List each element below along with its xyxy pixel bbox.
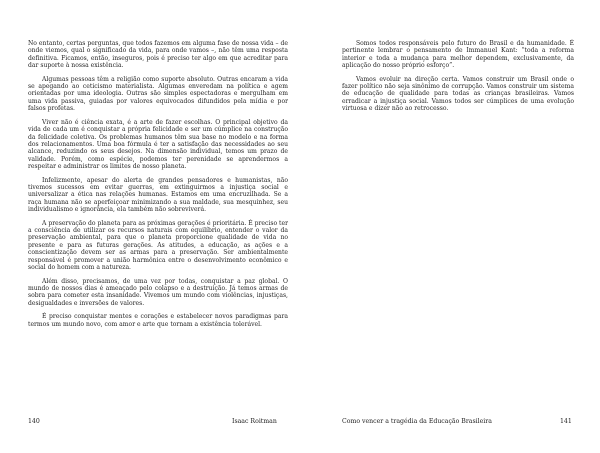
paragraph: Algumas pessoas têm a religião como suporte absoluto. Outras encaram a vida se apegando ao ceticismo materialista. Algumas enveredam na política e agem orientadas por uma ideologia. Outras são simples espectadoras e mergulham em uma vida passiva, guiadas por valores equivocados difundidos pela mídia e por falsos profetas. xyxy=(28,75,288,113)
paragraph: Viver não é ciência exata, é a arte de fazer escolhas. O principal objetivo da vida de cada um é conquistar a própria felicidade e ser um cúmplice na construção da felicidade coletiva. Os problemas humanos têm sua base no modelo e na forma dos relacionamentos. Uma boa fórmula é ter a satisfação das necessidades ao seu alcance, reduzindo os seus desejos. Na dimensão individual, temos um prazo de validade. Porém, como espécie, podemos ter perenidade se aprendermos a respeitar e administrar os limites de nosso planeta. xyxy=(28,118,288,170)
right-page xyxy=(300,0,600,453)
right-page-number: 141 xyxy=(560,418,572,425)
paragraph: A preservação do planeta para as próximas gerações é prioritária. É preciso ter a consciência de utilizar os recursos naturais com equilíbrio, entender o valor da preservação ambiental, para que o planeta proporcione qualidade de vida no presente e para as futuras gerações. As atitudes, a educação, as ações e a conscientização devem ser as armas para a preservação. Ser ambientalmente responsável é promover a união harmônica entre o desenvolvimento econômico e social do homem com a natureza. xyxy=(28,219,288,271)
left-page-number: 140 xyxy=(28,418,40,425)
paragraph: Infelizmente, apesar do alerta de grandes pensadores e humanistas, não tivemos sucessos em evitar guerras, em extinguirmos a injustiça social e universalizar a ética nas relações humanas. Estamos em uma encruzilhada. Se a raça humana não se aperfeiçoar minimizando a sua maldade, sua mesquinhez, seu individualismo e ignorância, ela também não sobreviverá. xyxy=(28,176,288,214)
paragraph: Além disso, precisamos, de uma vez por todas, conquistar a paz global. O mundo de nossos dias é ameaçado pelo colapso e a destruição. Já temos armas de sobra para cometer esta insanidade. Vivemos um mundo com violências, injustiças, desigualdades e inversões de valores. xyxy=(28,277,288,307)
paragraph: Somos todos responsáveis pelo futuro do Brasil e da humanidade. É pertinente lembrar o pensamento de Immanuel Kant: “toda a reforma interior e toda a mudança para melhor dependem, exclusivamente, da aplicação do nosso próprio esforço”. xyxy=(342,40,574,70)
paragraph: É preciso conquistar mentes e corações e estabelecer novos paradigmas para termos um mundo novo, com amor e arte que tornam a existência tolerável. xyxy=(28,313,288,328)
running-footer-author: Isaac Roitman xyxy=(232,418,277,425)
running-footer-book-title: Como vencer a tragédia da Educação Brasileira xyxy=(342,418,492,425)
paragraph: No entanto, certas perguntas, que todos fazemos em alguma fase de nossa vida – de onde viemos, qual o significado da vida, para onde vamos –, não têm uma resposta definitiva. Ficamos, então, inseguros, pois é preciso ter algo em que acreditar para dar suporte à nossa existência. xyxy=(28,40,288,70)
right-page-body xyxy=(342,40,574,119)
left-page-body xyxy=(28,40,288,334)
paragraph: Vamos evoluir na direção certa. Vamos construir um Brasil onde o fazer político não seja sinônimo de corrupção. Vamos construir um sistema de educação de qualidade para todas as crianças brasileiras. Vamos erradicar a injustiça social. Vamos todos ser cúmplices de uma evolução virtuosa e dizer não ao retrocesso. xyxy=(342,75,574,113)
